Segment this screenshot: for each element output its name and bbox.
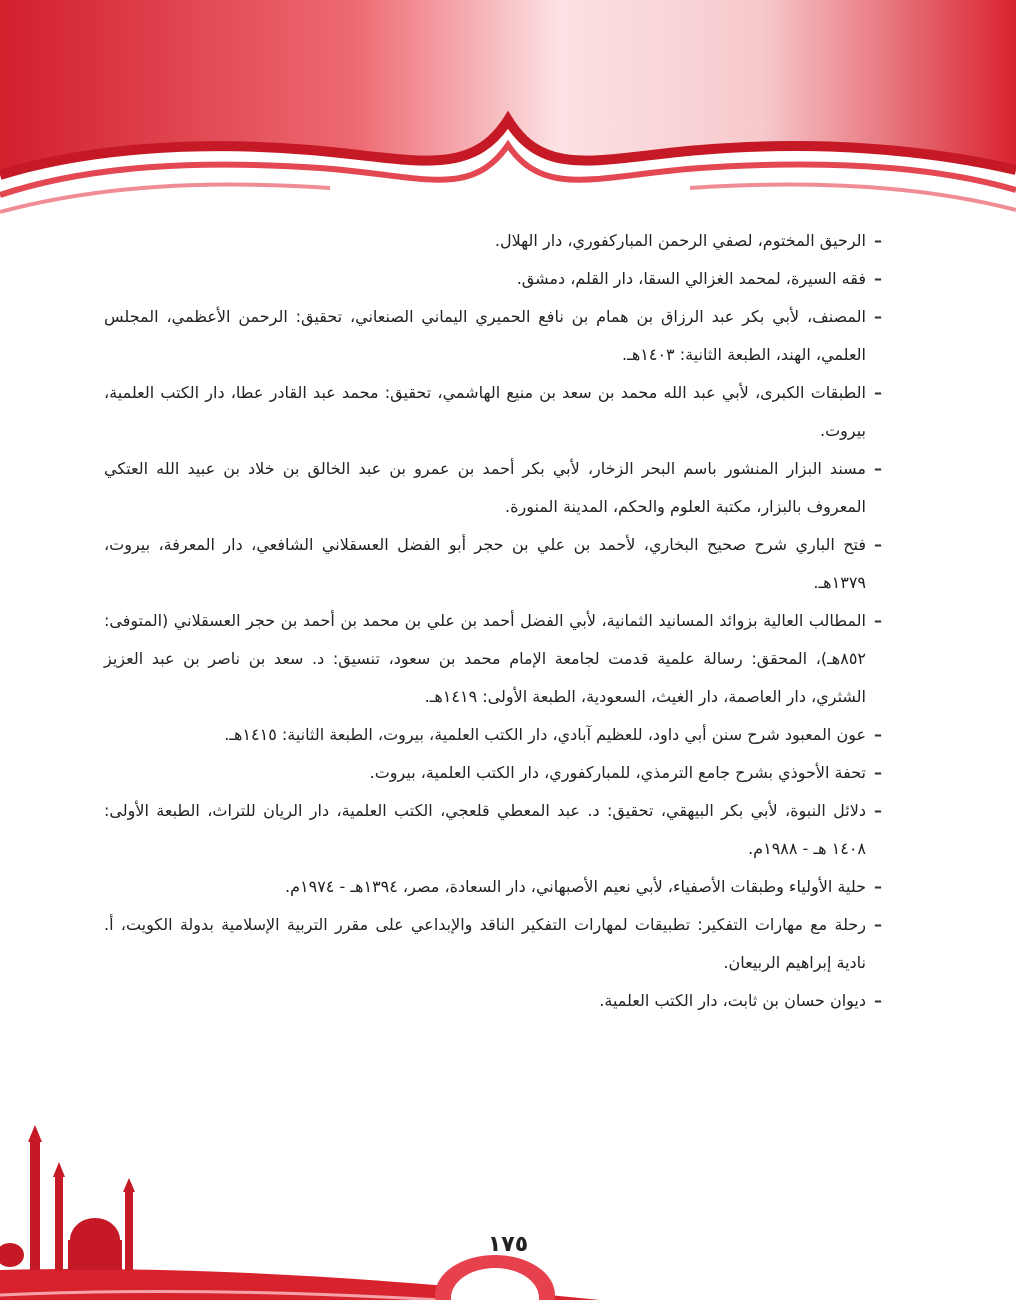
reference-text: المطالب العالية بزوائد المسانيد الثمانية، لأبي الفضل أحمد بن علي بن محمد بن أحمد بن حجر العسقلاني (المتوفى: ٨٥٢هـ)، المحقق: رسالة علمية قدمت لجامعة الإمام محمد بن سعود، تنسيق: د. سعد بن ناصر بن عبد العزيز الشثري، دار العاصمة، دار الغيث، السعودية، الطبعة الأولى: ١٤١٩هـ. xyxy=(104,611,866,706)
references-list xyxy=(104,222,882,1020)
reference-item xyxy=(104,982,882,1020)
reference-item xyxy=(104,222,882,260)
reference-item xyxy=(104,602,882,716)
top-curtain-banner xyxy=(0,0,1016,240)
list-dash: – xyxy=(874,611,882,630)
reference-item xyxy=(104,868,882,906)
reference-text: تحفة الأحوذي بشرح جامع الترمذي، للمباركفوري، دار الكتب العلمية، بيروت. xyxy=(369,763,866,782)
list-dash: – xyxy=(874,535,882,554)
reference-item xyxy=(104,792,882,868)
reference-text: عون المعبود شرح سنن أبي داود، للعظيم آبادي، دار الكتب العلمية، بيروت، الطبعة الثانية: ١٤١٥هـ. xyxy=(224,725,866,744)
list-dash: – xyxy=(874,307,882,326)
list-dash: – xyxy=(874,725,882,744)
reference-item xyxy=(104,906,882,982)
reference-item xyxy=(104,526,882,602)
mosque-silhouette-decoration xyxy=(0,1120,1016,1300)
list-dash: – xyxy=(874,269,882,288)
reference-item xyxy=(104,716,882,754)
reference-text: الطبقات الكبرى، لأبي عبد الله محمد بن سعد بن منيع الهاشمي، تحقيق: محمد عبد القادر عطا، دار الكتب العلمية، بيروت. xyxy=(104,383,866,440)
reference-text: الرحيق المختوم، لصفي الرحمن المباركفوري، دار الهلال. xyxy=(494,231,866,250)
reference-text: فتح الباري شرح صحيح البخاري، لأحمد بن علي بن حجر أبو الفضل العسقلاني الشافعي، دار المعرفة، بيروت، ١٣٧٩هـ. xyxy=(104,535,866,592)
reference-text: دلائل النبوة، لأبي بكر البيهقي، تحقيق: د. عبد المعطي قلعجي، الكتب العلمية، دار الريان للتراث، الطبعة الأولى: ١٤٠٨ هـ - ١٩٨٨م. xyxy=(104,801,866,858)
page-number: ١٧٥ xyxy=(487,1232,529,1257)
reference-item xyxy=(104,450,882,526)
list-dash: – xyxy=(874,801,882,820)
reference-item xyxy=(104,374,882,450)
list-dash: – xyxy=(874,991,882,1010)
list-dash: – xyxy=(874,877,882,896)
list-dash: – xyxy=(874,763,882,782)
reference-item xyxy=(104,298,882,374)
list-dash: – xyxy=(874,459,882,478)
reference-text: ديوان حسان بن ثابت، دار الكتب العلمية. xyxy=(599,991,866,1010)
reference-text: فقه السيرة، لمحمد الغزالي السقا، دار القلم، دمشق. xyxy=(516,269,866,288)
reference-text: حلية الأولياء وطبقات الأصفياء، لأبي نعيم الأصبهاني، دار السعادة، مصر، ١٣٩٤هـ - ١٩٧٤م. xyxy=(285,877,866,896)
list-dash: – xyxy=(874,383,882,402)
reference-text: رحلة مع مهارات التفكير: تطبيقات لمهارات التفكير الناقد والإبداعي على مقرر التربية الإسلامية بدولة الكويت، أ. نادية إبراهيم الربيعان. xyxy=(104,915,866,972)
reference-item xyxy=(104,754,882,792)
reference-text: مسند البزار المنشور باسم البحر الزخار، لأبي بكر أحمد بن عمرو بن عبد الخالق بن خلاد بن عبيد الله العتكي المعروف بالبزار، مكتبة العلوم والحكم، المدينة المنورة. xyxy=(104,459,866,516)
list-dash: – xyxy=(874,231,882,250)
reference-text: المصنف، لأبي بكر عبد الرزاق بن همام بن نافع الحميري اليماني الصنعاني، تحقيق: الرحمن الأعظمي، المجلس العلمي، الهند، الطبعة الثانية: ١٤٠٣هـ. xyxy=(104,307,866,364)
reference-item xyxy=(104,260,882,298)
list-dash: – xyxy=(874,915,882,934)
